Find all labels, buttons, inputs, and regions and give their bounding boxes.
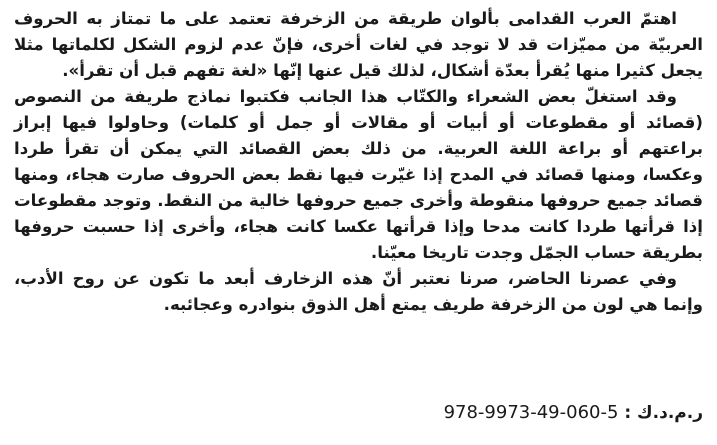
isbn-number: 978-9973-49-060-5 — [443, 402, 619, 423]
paragraph-1: اهتمّ العرب القدامى بألوان طريقة من الزخرفة تعتمد على ما تمتاز به الحروف العربيّة من مميّزات قد لا توجد في لغات أخرى، فإنّ عدم لزوم الشكل لكلماتها مثلا يجعل كثيرا منها يُقرأ بعدّة أشكال، لذلك قيل عنها إنّها «لغة تفهم قبل أن تقرأ». — [14, 9, 703, 80]
isbn-label: ر.م.د.ك : — [624, 403, 703, 423]
paragraph-2: وقد استغلّ بعض الشعراء والكتّاب هذا الجانب فكتبوا نماذج طريفة من النصوص (قصائد أو مقطوعات أو أبيات أو مقالات أو جمل أو كلمات) وحاولوا فيها إبراز براعتهم أو براعة اللغة العربية. من ذلك بعض القصائد التي يمكن أن تقرأ طردا وعكسا، ومنها قصائد في المدح إذا غيّرت فيها نقط بعض الحروف صارت هجاء، ومنها قصائد جميع حروفها منقوطة وأخرى جميع حروفها خالية من النقط. وتوجد مقطوعات إذا قرأتها طردا كانت مدحا وإذا قرأتها عكسا كانت هجاء، وأخرى إذا حسبت حروفها بطريقة حساب الجمّل وجدت تاريخا معيّنا. — [14, 87, 703, 262]
body-text — [14, 6, 703, 318]
isbn-line — [444, 400, 703, 426]
paragraph-3: وفي عصرنا الحاضر، صرنا نعتبر أنّ هذه الزخارف أبعد ما تكون عن روح الأدب، وإنما هي لون من الزخرفة طريف يمتع أهل الذوق بنوادره وعجائبه. — [14, 269, 703, 314]
